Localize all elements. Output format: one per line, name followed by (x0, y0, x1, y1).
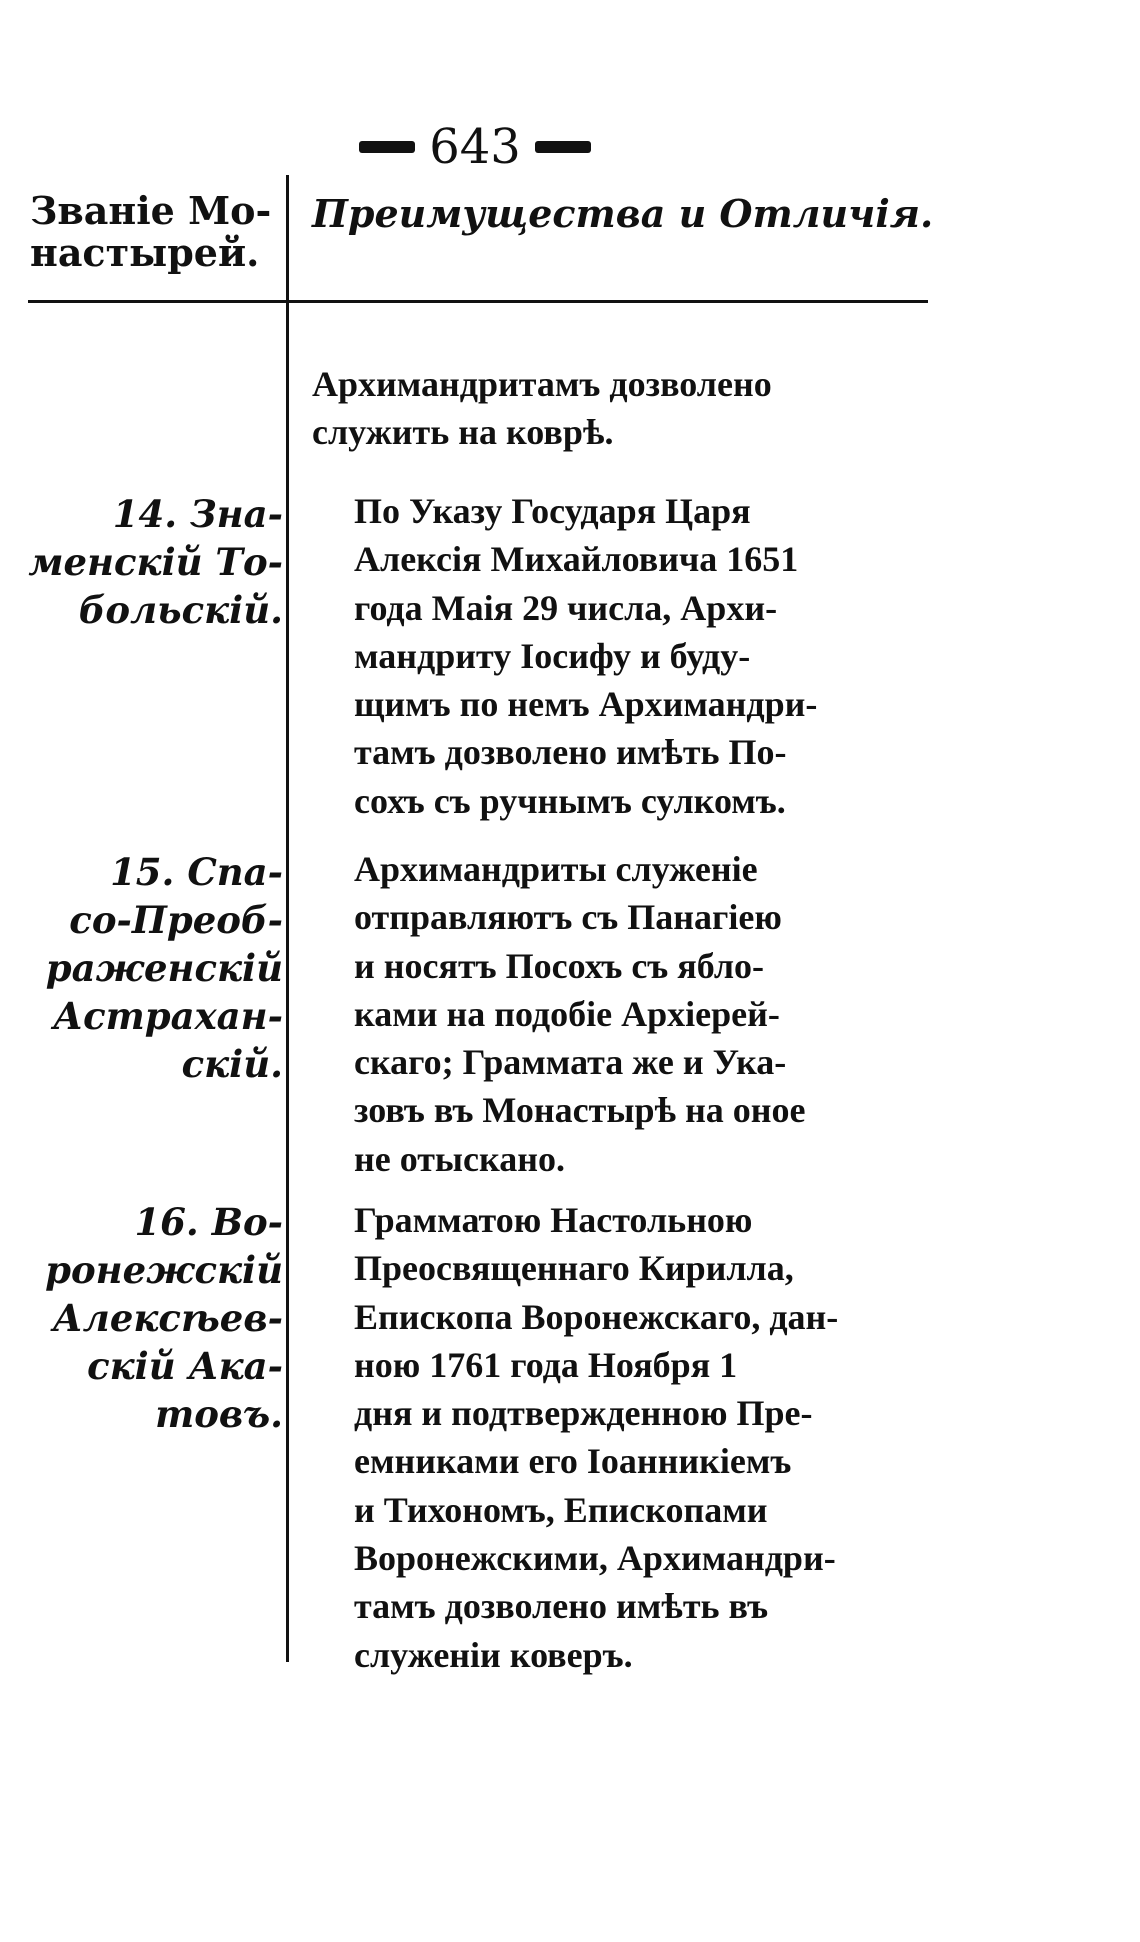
text-line: Епископа Воронежскаго, дан- (354, 1296, 839, 1337)
header-rule-horizontal (28, 300, 928, 303)
text-line: По Указу Государя Царя (354, 491, 751, 531)
text-line: и Тихономъ, Епископами (354, 1489, 768, 1530)
text-line: сохъ съ ручнымъ сулкомъ. (354, 780, 786, 821)
title-line: больскій. (78, 588, 283, 632)
title-line: 14. Зна- (112, 492, 283, 536)
text-line: года Маія 29 числа, Архи- (354, 587, 778, 628)
title-line: скій. (181, 1042, 283, 1086)
title-line: менскій То- (28, 540, 283, 584)
entry-text-15 (312, 845, 937, 1183)
title-line: Астрахан- (52, 994, 283, 1038)
entry-text-14 (312, 487, 937, 825)
text-line: Грамматою Настольною (354, 1200, 753, 1240)
text-line: зовъ въ Монастырѣ на оное (354, 1090, 806, 1131)
text-line: Архимандритамъ дозволено (312, 364, 772, 404)
column-header-monastery-rank (30, 190, 285, 274)
text-line: ною 1761 года Ноября 1 (354, 1344, 738, 1385)
text-line: тамъ дозволено имѣть По- (354, 732, 787, 773)
text-line: мандриту Іосифу и буду- (354, 635, 751, 676)
text-line: Преосвященнаго Кирилла, (354, 1248, 794, 1289)
text-line: скаго; Граммата же и Ука- (354, 1042, 787, 1083)
text-line: служеніи коверъ. (354, 1634, 633, 1675)
text-line: Алексія Михайловича 1651 (354, 539, 799, 580)
title-line: товъ. (155, 1392, 283, 1436)
page-number-dash-right (535, 141, 591, 153)
text-line: Воронежскими, Архимандри- (354, 1538, 836, 1579)
title-line: Алексѣев- (52, 1296, 283, 1340)
column-divider-vertical (286, 175, 289, 1662)
title-line: скій Ака- (87, 1344, 283, 1388)
text-line: и носятъ Посохъ съ ябло- (354, 945, 765, 986)
entry-title-15 (28, 848, 283, 1088)
continuation-paragraph (312, 360, 937, 457)
entry-title-16 (28, 1198, 283, 1438)
text-line: Архимандриты служеніе (354, 849, 758, 889)
title-line: ронежскій (45, 1248, 283, 1292)
text-line: тамъ дозволено имѣть въ (354, 1586, 769, 1627)
title-line: раженскій (45, 946, 283, 990)
column-header-privileges: Преимущества и Отличія. (312, 191, 934, 236)
text-line: ками на подобіе Архіерей- (354, 993, 780, 1034)
text-line: не отыскано. (354, 1138, 565, 1179)
title-line: 16. Во- (134, 1200, 283, 1244)
text-line: дня и подтвержденною Пре- (354, 1393, 813, 1434)
text-line: отправляютъ съ Панагіею (354, 897, 782, 938)
header-left-line: Званіе Мо- (30, 188, 272, 233)
title-line: со-Преоб- (69, 898, 283, 942)
entry-title-14 (28, 490, 283, 634)
page-number-dash-left (359, 141, 415, 153)
text-line: служить на коврѣ. (312, 412, 614, 453)
page-number-text: 643 (429, 119, 521, 175)
text-line: емниками его Іоанникіемъ (354, 1441, 792, 1482)
title-line: 15. Спа- (110, 850, 283, 894)
header-left-line: настырей. (30, 230, 260, 275)
text-line: щимъ по немъ Архимандри- (354, 684, 818, 725)
entry-text-16 (312, 1196, 937, 1679)
page-number (345, 112, 605, 182)
